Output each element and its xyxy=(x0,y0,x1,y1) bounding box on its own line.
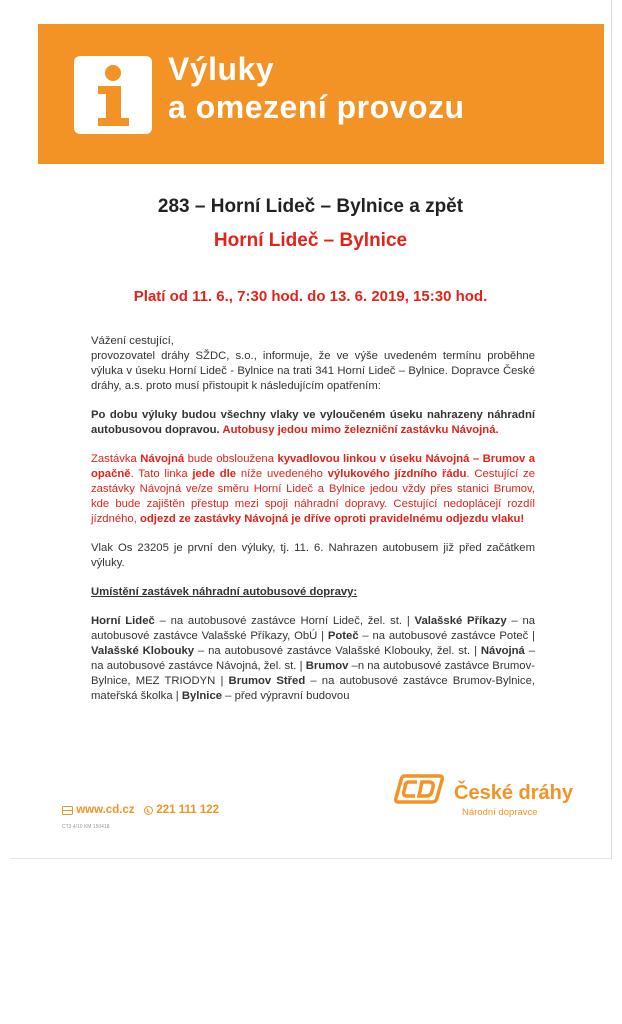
brand-tagline: Národní dopravce xyxy=(462,807,538,818)
intro-text: provozovatel dráhy SŽDC, s.o., informuje, že ve výše uvedeném termínu proběhne výluka v úseku Horní Lideč - Bylnice na trati 341 Horní Lideč – Bylnice. Dopravce České dráhy, a.s. proto musí přistoupit k následujícím opatřením: xyxy=(91,350,535,392)
header-banner xyxy=(38,24,604,164)
stop-name: Návojná xyxy=(480,645,525,657)
info-icon xyxy=(74,56,152,134)
measure-text: Po dobu výluky budou všechny vlaky ve vyloučeném úseku nahrazeny náhradní autobusovou dopravou. xyxy=(91,409,535,436)
footer-contact xyxy=(62,804,219,816)
shuttle-t4: kyvadlovou linkou v úseku Návojná – Brumov a opačně xyxy=(91,453,535,480)
measure-warning: Autobusy jedou mimo železniční zastávku Návojná. xyxy=(222,424,499,436)
route-section: Horní Lideč – Bylnice xyxy=(213,230,408,251)
stop-name: Bylnice xyxy=(181,690,223,702)
stops-heading: Umístění zastávek náhradní autobusové dopravy: xyxy=(91,586,358,598)
notice-sheet xyxy=(10,0,612,859)
stop-desc: – na autobusové zastávce Horní Lideč, žel. st. | xyxy=(154,615,415,627)
stop-desc: – před výpravní budovou xyxy=(222,690,350,702)
stop-name: Brumov Střed xyxy=(228,675,306,687)
notice-body xyxy=(91,334,535,718)
shuttle-t3: bude obsloužena xyxy=(184,453,278,465)
stop-name: Horní Lideč xyxy=(91,615,155,627)
document-code: CT3 4/10 KM 150418 xyxy=(62,824,110,830)
validity-period: Platí od 11. 6., 7:30 hod. do 13. 6. 2019, 15:30 hod. xyxy=(133,288,488,305)
shuttle-t6: jede dle xyxy=(192,468,237,480)
shuttle-t7: níže uvedeného xyxy=(236,468,328,480)
stop-desc: – na autobusové zastávce Brumov-Bylnice, mateřská školka | xyxy=(91,675,536,702)
header-title xyxy=(168,50,465,126)
brand-name: České dráhy xyxy=(454,782,573,804)
stop-desc: – na autobusové zastávce Valašské Klobouky, žel. st. | xyxy=(194,645,481,657)
stop-desc: – na autobusové zastávce Poteč | xyxy=(358,630,535,642)
shuttle-t9: . Cestující ze zastávky Návojná ve/ze směru Horní Lideč a Bylnice jedou vždy přes stanici Brumov, kde bude zajištěn přestup mezi spoji náhradní dopravy. Cestující nedoplácejí rozdíl jízdného, xyxy=(91,468,535,525)
train-note: Vlak Os 23205 je první den výluky, tj. 11. 6. Nahrazen autobusem již před začátkem výluky. xyxy=(91,542,535,569)
stop-name: Valašské Klobouky xyxy=(91,645,195,657)
globe-icon xyxy=(62,806,73,815)
intro-paragraph xyxy=(91,334,535,394)
cd-logo-icon xyxy=(394,772,444,806)
shuttle-t1: Zastávka xyxy=(91,453,141,465)
stops-list xyxy=(91,614,535,704)
greeting: Vážení cestující, xyxy=(91,335,174,347)
route-title: 283 – Horní Lideč – Bylnice a zpět xyxy=(157,196,464,217)
stop-desc: – na autobusové zastávce Valašské Příkazy, ObÚ | xyxy=(91,615,536,642)
phone-icon xyxy=(144,806,153,815)
header-title-line2: a omezení provozu xyxy=(168,89,465,125)
shuttle-paragraph xyxy=(91,452,535,527)
header-title-line1: Výluky xyxy=(168,51,275,87)
stop-name: Brumov xyxy=(305,660,349,672)
shuttle-t10: odjezd ze zastávky Návojná je dříve oproti pravidelnému odjezdu vlaku! xyxy=(140,513,525,525)
shuttle-t8: výlukového jízdního řádu xyxy=(327,468,467,480)
stop-name: Poteč xyxy=(327,630,359,642)
phone-number[interactable]: 221 111 122 xyxy=(156,804,220,816)
stop-desc: – na autobusové zastávce Návojná, žel. st. | xyxy=(91,645,535,672)
shuttle-t2: Návojná xyxy=(140,453,185,465)
stop-name: Valašské Příkazy xyxy=(414,615,507,627)
shuttle-t5: . Tato linka xyxy=(130,468,193,480)
measure-paragraph xyxy=(91,408,535,438)
stop-desc: –n na autobusové zastávce Brumov-Bylnice, MEZ TRIODYN | xyxy=(91,660,535,687)
website-link[interactable]: www.cd.cz xyxy=(76,804,135,816)
